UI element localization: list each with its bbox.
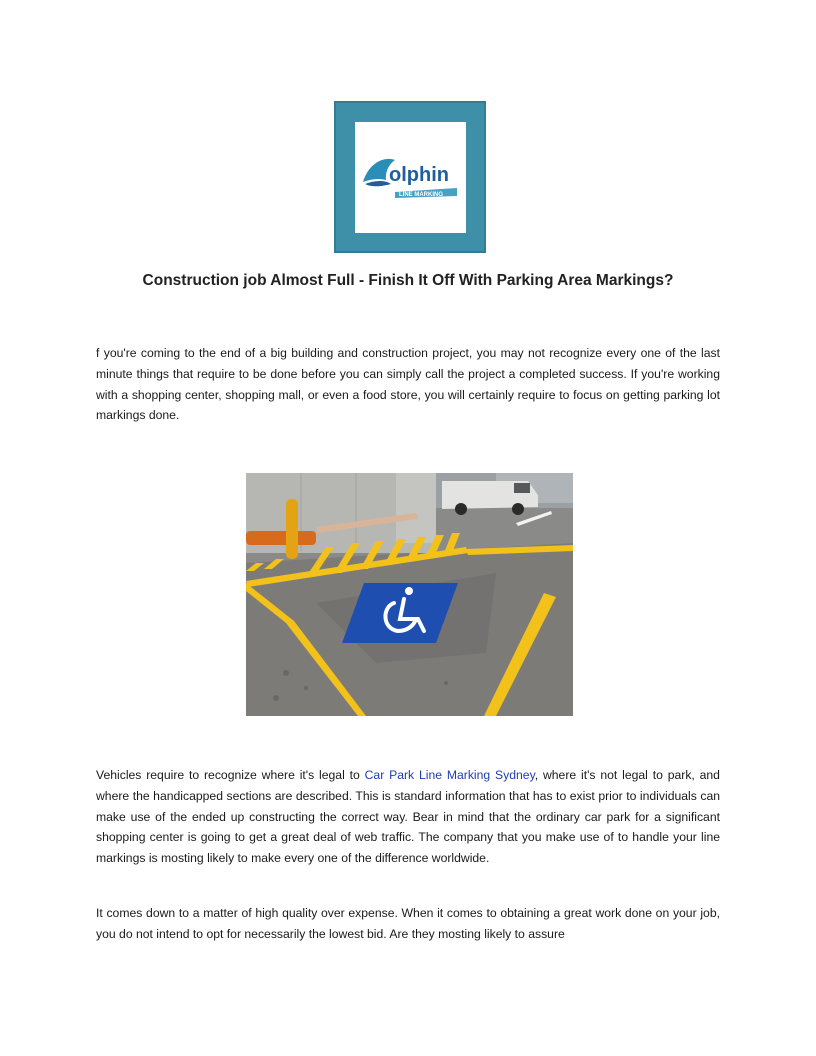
paragraph-vehicles [96,765,720,869]
paragraph-text: Vehicles require to recognize where it's legal to [96,768,365,782]
car-park-line-marking-link[interactable]: Car Park Line Marking Sydney [364,768,535,782]
logo-frame [334,101,486,253]
paragraph-quality: It comes down to a matter of high quality over expense. When it comes to obtaining a great work done on your job, you do not intend to opt for necessarily the lowest bid. Are they mosting likely to assure [96,906,720,941]
logo-brand-text: olphin [389,164,449,186]
dolphin-logo-icon [355,122,466,233]
parking-photo [246,473,573,716]
paragraph-text: , where it's not legal to park, and where the handicapped sections are described. This is standard information that has to exist prior to individuals can make use of the ended up constructing the correct way. Bear in mind that the ordinary car park for a significant shopping center is going to get a great deal of web traffic. The company that you make use of to handle your line markings is mosting likely to make every one of the difference worldwide. [96,768,720,866]
paragraph-intro: f you're coming to the end of a big building and construction project, you may not recognize every one of the last minute things that require to be done before you can simply call the project a completed success. If you're working with a shopping center, shopping mall, or even a food store, you will certainly require to focus on getting parking lot markings done. [96,346,720,423]
page-title: Construction job Almost Full - Finish It Off With Parking Area Markings? [142,272,674,289]
logo [355,122,466,233]
logo-sub-text: LINE MARKING [399,192,443,198]
accessible-parking-image [246,473,573,716]
